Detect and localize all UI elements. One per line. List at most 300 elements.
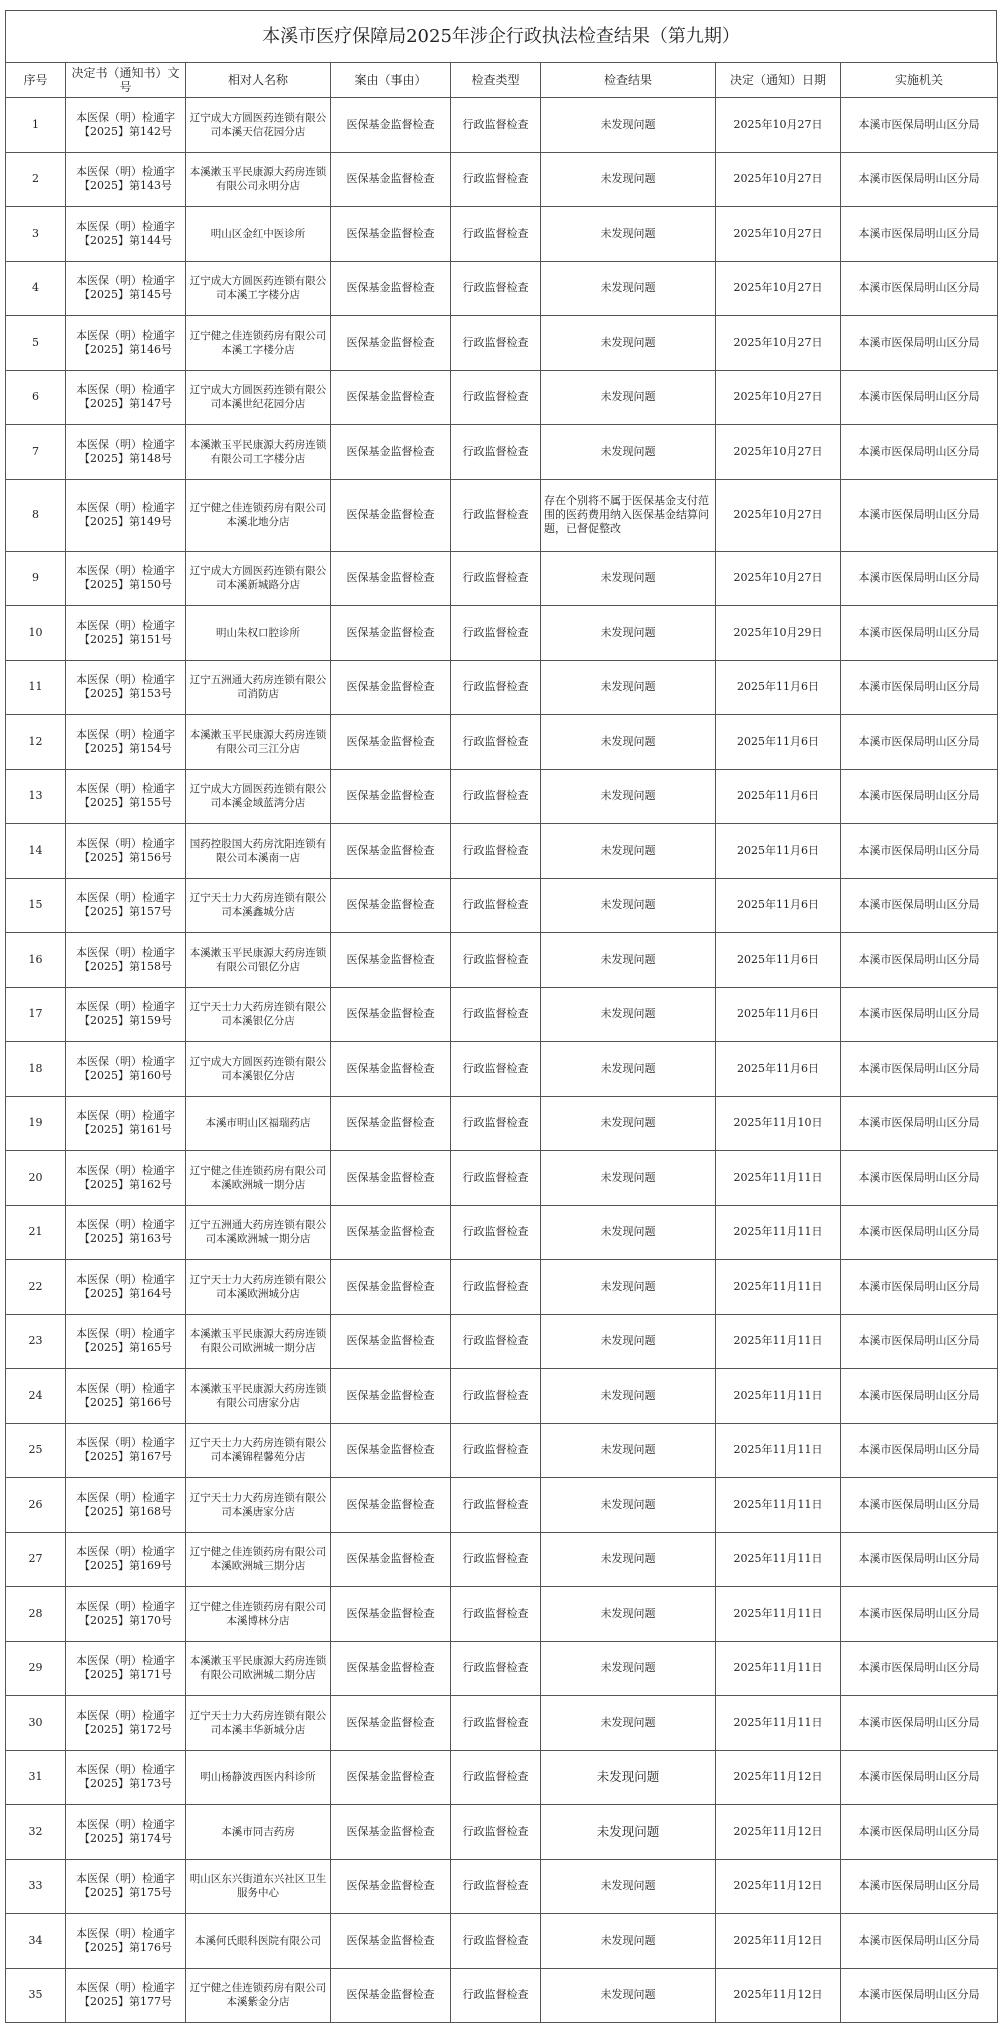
cell-agency: 本溪市医保局明山区分局	[841, 1096, 998, 1151]
cell-cause: 医保基金监督检查	[331, 1859, 451, 1914]
table-row	[6, 878, 998, 933]
cell-document-number: 本医保（明）检通字【2025】第157号	[66, 878, 186, 933]
table-row	[6, 1750, 998, 1805]
cell-inspection-result: 未发现问题	[541, 425, 716, 480]
cell-cause: 医保基金监督检查	[331, 1696, 451, 1751]
cell-cause: 医保基金监督检查	[331, 1423, 451, 1478]
table-row	[6, 370, 998, 425]
header-cause: 案由（事由）	[331, 63, 451, 98]
cell-agency: 本溪市医保局明山区分局	[841, 606, 998, 661]
cell-inspection-type: 行政监督检查	[451, 1205, 541, 1260]
cell-document-number: 本医保（明）检通字【2025】第144号	[66, 207, 186, 262]
cell-agency: 本溪市医保局明山区分局	[841, 1314, 998, 1369]
table-row	[6, 1968, 998, 2023]
cell-document-number: 本医保（明）检通字【2025】第150号	[66, 551, 186, 606]
cell-document-number: 本医保（明）检通字【2025】第175号	[66, 1859, 186, 1914]
cell-cause: 医保基金监督检查	[331, 152, 451, 207]
cell-agency: 本溪市医保局明山区分局	[841, 479, 998, 551]
cell-decision-date: 2025年10月29日	[716, 606, 841, 661]
cell-decision-date: 2025年11月11日	[716, 1478, 841, 1533]
cell-party-name: 辽宁成大方圆医药连锁有限公司本溪银亿分店	[186, 1042, 331, 1097]
cell-inspection-type: 行政监督检查	[451, 425, 541, 480]
cell-index: 4	[6, 261, 66, 316]
cell-party-name: 本溪何氏眼科医院有限公司	[186, 1914, 331, 1969]
cell-inspection-type: 行政监督检查	[451, 1914, 541, 1969]
cell-inspection-type: 行政监督检查	[451, 933, 541, 988]
cell-party-name: 明山区金红中医诊所	[186, 207, 331, 262]
cell-inspection-type: 行政监督检查	[451, 152, 541, 207]
cell-party-name: 辽宁天士力大药房连锁有限公司本溪唐家分店	[186, 1478, 331, 1533]
cell-inspection-type: 行政监督检查	[451, 1260, 541, 1315]
cell-party-name: 本溪漱玉平民康源大药房连锁有限公司工字楼分店	[186, 425, 331, 480]
cell-party-name: 辽宁健之佳连锁药房有限公司本溪工字楼分店	[186, 316, 331, 371]
cell-inspection-type: 行政监督检查	[451, 1096, 541, 1151]
cell-party-name: 辽宁健之佳连锁药房有限公司本溪欧洲城一期分店	[186, 1151, 331, 1206]
cell-party-name: 辽宁成大方圆医药连锁有限公司本溪天信花园分店	[186, 98, 331, 153]
cell-inspection-result: 未发现问题	[541, 1314, 716, 1369]
cell-cause: 医保基金监督检查	[331, 479, 451, 551]
cell-cause: 医保基金监督检查	[331, 370, 451, 425]
cell-document-number: 本医保（明）检通字【2025】第158号	[66, 933, 186, 988]
cell-inspection-result: 未发现问题	[541, 1859, 716, 1914]
cell-cause: 医保基金监督检查	[331, 1641, 451, 1696]
cell-inspection-result: 未发现问题	[541, 1205, 716, 1260]
table-body	[6, 98, 998, 2023]
cell-index: 31	[6, 1750, 66, 1805]
table-row	[6, 769, 998, 824]
cell-index: 23	[6, 1314, 66, 1369]
cell-index: 16	[6, 933, 66, 988]
cell-index: 19	[6, 1096, 66, 1151]
table-row	[6, 98, 998, 153]
table-row	[6, 1478, 998, 1533]
header-agency: 实施机关	[841, 63, 998, 98]
cell-document-number: 本医保（明）检通字【2025】第153号	[66, 660, 186, 715]
cell-agency: 本溪市医保局明山区分局	[841, 933, 998, 988]
cell-index: 25	[6, 1423, 66, 1478]
cell-inspection-result: 未发现问题	[541, 1641, 716, 1696]
cell-cause: 医保基金监督检查	[331, 987, 451, 1042]
cell-index: 27	[6, 1532, 66, 1587]
cell-decision-date: 2025年10月27日	[716, 261, 841, 316]
cell-cause: 医保基金监督检查	[331, 1369, 451, 1424]
cell-index: 9	[6, 551, 66, 606]
cell-agency: 本溪市医保局明山区分局	[841, 207, 998, 262]
cell-document-number: 本医保（明）检通字【2025】第171号	[66, 1641, 186, 1696]
cell-inspection-type: 行政监督检查	[451, 1478, 541, 1533]
cell-decision-date: 2025年10月27日	[716, 425, 841, 480]
cell-party-name: 明山朱权口腔诊所	[186, 606, 331, 661]
table-row	[6, 551, 998, 606]
cell-inspection-type: 行政监督检查	[451, 660, 541, 715]
cell-inspection-type: 行政监督检查	[451, 1859, 541, 1914]
header-inspection-result: 检查结果	[541, 63, 716, 98]
cell-document-number: 本医保（明）检通字【2025】第155号	[66, 769, 186, 824]
table-row	[6, 479, 998, 551]
table-row	[6, 1805, 998, 1860]
table-row	[6, 606, 998, 661]
cell-inspection-result: 未发现问题	[541, 1423, 716, 1478]
cell-index: 29	[6, 1641, 66, 1696]
cell-agency: 本溪市医保局明山区分局	[841, 1369, 998, 1424]
cell-index: 2	[6, 152, 66, 207]
cell-cause: 医保基金监督检查	[331, 1914, 451, 1969]
table-row	[6, 1205, 998, 1260]
cell-agency: 本溪市医保局明山区分局	[841, 98, 998, 153]
cell-party-name: 国药控股国大药房沈阳连锁有限公司本溪南一店	[186, 824, 331, 879]
table-row	[6, 1859, 998, 1914]
cell-decision-date: 2025年11月11日	[716, 1641, 841, 1696]
cell-index: 32	[6, 1805, 66, 1860]
cell-index: 35	[6, 1968, 66, 2023]
cell-agency: 本溪市医保局明山区分局	[841, 1205, 998, 1260]
cell-inspection-result: 未发现问题	[541, 1042, 716, 1097]
cell-party-name: 本溪市明山区福瑞药店	[186, 1096, 331, 1151]
header-inspection-type: 检查类型	[451, 63, 541, 98]
cell-agency: 本溪市医保局明山区分局	[841, 1587, 998, 1642]
cell-cause: 医保基金监督检查	[331, 1042, 451, 1097]
cell-party-name: 辽宁健之佳连锁药房有限公司本溪紫金分店	[186, 1968, 331, 2023]
cell-inspection-type: 行政监督检查	[451, 479, 541, 551]
cell-inspection-type: 行政监督检查	[451, 207, 541, 262]
cell-inspection-type: 行政监督检查	[451, 261, 541, 316]
cell-agency: 本溪市医保局明山区分局	[841, 152, 998, 207]
cell-inspection-result: 未发现问题	[541, 1968, 716, 2023]
cell-index: 11	[6, 660, 66, 715]
cell-agency: 本溪市医保局明山区分局	[841, 1151, 998, 1206]
cell-document-number: 本医保（明）检通字【2025】第176号	[66, 1914, 186, 1969]
cell-party-name: 本溪漱玉平民康源大药房连锁有限公司欧洲城一期分店	[186, 1314, 331, 1369]
cell-party-name: 辽宁五洲通大药房连锁有限公司消防店	[186, 660, 331, 715]
cell-inspection-result: 未发现问题	[541, 1532, 716, 1587]
cell-document-number: 本医保（明）检通字【2025】第146号	[66, 316, 186, 371]
cell-agency: 本溪市医保局明山区分局	[841, 878, 998, 933]
cell-inspection-result: 未发现问题	[541, 878, 716, 933]
cell-cause: 医保基金监督检查	[331, 98, 451, 153]
cell-document-number: 本医保（明）检通字【2025】第168号	[66, 1478, 186, 1533]
cell-cause: 医保基金监督检查	[331, 207, 451, 262]
cell-decision-date: 2025年10月27日	[716, 479, 841, 551]
cell-agency: 本溪市医保局明山区分局	[841, 425, 998, 480]
table-row	[6, 1532, 998, 1587]
cell-decision-date: 2025年10月27日	[716, 152, 841, 207]
cell-inspection-type: 行政监督检查	[451, 1805, 541, 1860]
cell-cause: 医保基金监督检查	[331, 824, 451, 879]
cell-agency: 本溪市医保局明山区分局	[841, 1805, 998, 1860]
cell-party-name: 本溪漱玉平民康源大药房连锁有限公司三江分店	[186, 715, 331, 770]
table-row	[6, 316, 998, 371]
cell-index: 28	[6, 1587, 66, 1642]
cell-document-number: 本医保（明）检通字【2025】第170号	[66, 1587, 186, 1642]
cell-document-number: 本医保（明）检通字【2025】第177号	[66, 1968, 186, 2023]
table-row	[6, 152, 998, 207]
cell-inspection-type: 行政监督检查	[451, 824, 541, 879]
cell-index: 22	[6, 1260, 66, 1315]
table-row	[6, 824, 998, 879]
cell-cause: 医保基金监督检查	[331, 1805, 451, 1860]
cell-decision-date: 2025年11月6日	[716, 933, 841, 988]
cell-inspection-type: 行政监督检查	[451, 98, 541, 153]
cell-document-number: 本医保（明）检通字【2025】第154号	[66, 715, 186, 770]
cell-index: 6	[6, 370, 66, 425]
cell-inspection-result: 未发现问题	[541, 152, 716, 207]
cell-index: 7	[6, 425, 66, 480]
cell-index: 12	[6, 715, 66, 770]
cell-party-name: 辽宁天士力大药房连锁有限公司本溪欧洲城分店	[186, 1260, 331, 1315]
cell-cause: 医保基金监督检查	[331, 261, 451, 316]
cell-cause: 医保基金监督检查	[331, 1478, 451, 1533]
table-row	[6, 987, 998, 1042]
cell-decision-date: 2025年11月11日	[716, 1151, 841, 1206]
cell-cause: 医保基金监督检查	[331, 1260, 451, 1315]
cell-decision-date: 2025年11月12日	[716, 1968, 841, 2023]
cell-cause: 医保基金监督检查	[331, 425, 451, 480]
cell-document-number: 本医保（明）检通字【2025】第143号	[66, 152, 186, 207]
cell-document-number: 本医保（明）检通字【2025】第167号	[66, 1423, 186, 1478]
cell-party-name: 辽宁健之佳连锁药房有限公司本溪博林分店	[186, 1587, 331, 1642]
cell-agency: 本溪市医保局明山区分局	[841, 769, 998, 824]
table-row	[6, 1314, 998, 1369]
cell-cause: 医保基金监督检查	[331, 551, 451, 606]
cell-inspection-result: 存在个别将不属于医保基金支付范围的医药费用纳入医保基金结算问题，已督促整改	[541, 479, 716, 551]
cell-cause: 医保基金监督检查	[331, 606, 451, 661]
table-row	[6, 1151, 998, 1206]
cell-inspection-type: 行政监督检查	[451, 606, 541, 661]
cell-inspection-result: 未发现问题	[541, 1369, 716, 1424]
cell-decision-date: 2025年10月27日	[716, 207, 841, 262]
cell-inspection-type: 行政监督检查	[451, 878, 541, 933]
cell-decision-date: 2025年10月27日	[716, 316, 841, 371]
cell-document-number: 本医保（明）检通字【2025】第148号	[66, 425, 186, 480]
cell-agency: 本溪市医保局明山区分局	[841, 1859, 998, 1914]
cell-decision-date: 2025年11月11日	[716, 1314, 841, 1369]
cell-inspection-type: 行政监督检查	[451, 370, 541, 425]
cell-decision-date: 2025年11月12日	[716, 1859, 841, 1914]
cell-party-name: 辽宁天士力大药房连锁有限公司本溪锦程馨苑分店	[186, 1423, 331, 1478]
cell-cause: 医保基金监督检查	[331, 878, 451, 933]
cell-decision-date: 2025年11月12日	[716, 1750, 841, 1805]
cell-decision-date: 2025年11月11日	[716, 1205, 841, 1260]
cell-index: 10	[6, 606, 66, 661]
cell-agency: 本溪市医保局明山区分局	[841, 1641, 998, 1696]
cell-inspection-result: 未发现问题	[541, 987, 716, 1042]
cell-inspection-type: 行政监督检查	[451, 1151, 541, 1206]
cell-decision-date: 2025年10月27日	[716, 98, 841, 153]
cell-party-name: 辽宁成大方圆医药连锁有限公司本溪工字楼分店	[186, 261, 331, 316]
table-row	[6, 1641, 998, 1696]
cell-inspection-result: 未发现问题	[541, 769, 716, 824]
cell-agency: 本溪市医保局明山区分局	[841, 551, 998, 606]
cell-inspection-result: 未发现问题	[541, 824, 716, 879]
cell-document-number: 本医保（明）检通字【2025】第166号	[66, 1369, 186, 1424]
cell-decision-date: 2025年11月6日	[716, 769, 841, 824]
cell-agency: 本溪市医保局明山区分局	[841, 370, 998, 425]
cell-index: 8	[6, 479, 66, 551]
cell-party-name: 辽宁健之佳连锁药房有限公司本溪北地分店	[186, 479, 331, 551]
cell-decision-date: 2025年11月11日	[716, 1587, 841, 1642]
cell-inspection-result: 未发现问题	[541, 1750, 716, 1805]
cell-party-name: 本溪市同吉药房	[186, 1805, 331, 1860]
cell-inspection-result: 未发现问题	[541, 1696, 716, 1751]
cell-index: 18	[6, 1042, 66, 1097]
inspection-results-table	[5, 62, 998, 2023]
cell-inspection-type: 行政监督检查	[451, 1042, 541, 1097]
cell-cause: 医保基金监督检查	[331, 769, 451, 824]
cell-decision-date: 2025年11月6日	[716, 660, 841, 715]
cell-document-number: 本医保（明）检通字【2025】第147号	[66, 370, 186, 425]
cell-inspection-type: 行政监督检查	[451, 1369, 541, 1424]
cell-agency: 本溪市医保局明山区分局	[841, 316, 998, 371]
cell-index: 34	[6, 1914, 66, 1969]
cell-index: 30	[6, 1696, 66, 1751]
cell-inspection-result: 未发现问题	[541, 98, 716, 153]
table-row	[6, 660, 998, 715]
table-row	[6, 1587, 998, 1642]
cell-decision-date: 2025年11月11日	[716, 1369, 841, 1424]
cell-document-number: 本医保（明）检通字【2025】第174号	[66, 1805, 186, 1860]
cell-inspection-type: 行政监督检查	[451, 1314, 541, 1369]
cell-cause: 医保基金监督检查	[331, 1096, 451, 1151]
cell-inspection-type: 行政监督检查	[451, 1587, 541, 1642]
cell-agency: 本溪市医保局明山区分局	[841, 1968, 998, 2023]
cell-inspection-type: 行政监督检查	[451, 551, 541, 606]
cell-document-number: 本医保（明）检通字【2025】第173号	[66, 1750, 186, 1805]
cell-party-name: 辽宁天士力大药房连锁有限公司本溪银亿分店	[186, 987, 331, 1042]
cell-cause: 医保基金监督检查	[331, 933, 451, 988]
cell-cause: 医保基金监督检查	[331, 1151, 451, 1206]
cell-party-name: 辽宁成大方圆医药连锁有限公司本溪新城路分店	[186, 551, 331, 606]
cell-party-name: 本溪漱玉平民康源大药房连锁有限公司唐家分店	[186, 1369, 331, 1424]
cell-decision-date: 2025年11月11日	[716, 1423, 841, 1478]
cell-inspection-result: 未发现问题	[541, 1151, 716, 1206]
cell-document-number: 本医保（明）检通字【2025】第165号	[66, 1314, 186, 1369]
cell-agency: 本溪市医保局明山区分局	[841, 715, 998, 770]
header-index: 序号	[6, 63, 66, 98]
table-row	[6, 1042, 998, 1097]
cell-cause: 医保基金监督检查	[331, 660, 451, 715]
cell-document-number: 本医保（明）检通字【2025】第161号	[66, 1096, 186, 1151]
cell-document-number: 本医保（明）检通字【2025】第151号	[66, 606, 186, 661]
table-row	[6, 425, 998, 480]
cell-index: 26	[6, 1478, 66, 1533]
cell-agency: 本溪市医保局明山区分局	[841, 1914, 998, 1969]
cell-document-number: 本医保（明）检通字【2025】第159号	[66, 987, 186, 1042]
cell-index: 5	[6, 316, 66, 371]
cell-decision-date: 2025年11月6日	[716, 824, 841, 879]
cell-party-name: 辽宁成大方圆医药连锁有限公司本溪金域蓝湾分店	[186, 769, 331, 824]
cell-party-name: 本溪漱玉平民康源大药房连锁有限公司永明分店	[186, 152, 331, 207]
cell-decision-date: 2025年11月6日	[716, 1042, 841, 1097]
cell-cause: 医保基金监督检查	[331, 1205, 451, 1260]
cell-document-number: 本医保（明）检通字【2025】第149号	[66, 479, 186, 551]
cell-party-name: 辽宁天士力大药房连锁有限公司本溪鑫城分店	[186, 878, 331, 933]
cell-inspection-type: 行政监督检查	[451, 316, 541, 371]
cell-inspection-result: 未发现问题	[541, 1096, 716, 1151]
cell-inspection-result: 未发现问题	[541, 1805, 716, 1860]
cell-inspection-result: 未发现问题	[541, 660, 716, 715]
cell-inspection-result: 未发现问题	[541, 1914, 716, 1969]
cell-document-number: 本医保（明）检通字【2025】第169号	[66, 1532, 186, 1587]
cell-cause: 医保基金监督检查	[331, 1532, 451, 1587]
cell-inspection-type: 行政监督检查	[451, 1641, 541, 1696]
cell-agency: 本溪市医保局明山区分局	[841, 987, 998, 1042]
cell-inspection-result: 未发现问题	[541, 261, 716, 316]
cell-agency: 本溪市医保局明山区分局	[841, 1696, 998, 1751]
cell-cause: 医保基金监督检查	[331, 715, 451, 770]
cell-agency: 本溪市医保局明山区分局	[841, 1260, 998, 1315]
cell-decision-date: 2025年11月11日	[716, 1696, 841, 1751]
cell-document-number: 本医保（明）检通字【2025】第142号	[66, 98, 186, 153]
cell-agency: 本溪市医保局明山区分局	[841, 1478, 998, 1533]
cell-decision-date: 2025年11月6日	[716, 878, 841, 933]
cell-inspection-result: 未发现问题	[541, 370, 716, 425]
cell-inspection-type: 行政监督检查	[451, 769, 541, 824]
cell-decision-date: 2025年11月12日	[716, 1805, 841, 1860]
cell-agency: 本溪市医保局明山区分局	[841, 660, 998, 715]
cell-party-name: 辽宁健之佳连锁药房有限公司本溪欧洲城三期分店	[186, 1532, 331, 1587]
cell-index: 15	[6, 878, 66, 933]
table-row	[6, 1423, 998, 1478]
table-row	[6, 1914, 998, 1969]
table-row	[6, 1369, 998, 1424]
cell-index: 20	[6, 1151, 66, 1206]
cell-index: 33	[6, 1859, 66, 1914]
cell-cause: 医保基金监督检查	[331, 316, 451, 371]
cell-inspection-type: 行政监督检查	[451, 1750, 541, 1805]
cell-inspection-result: 未发现问题	[541, 1260, 716, 1315]
cell-index: 14	[6, 824, 66, 879]
table-row	[6, 261, 998, 316]
cell-agency: 本溪市医保局明山区分局	[841, 1042, 998, 1097]
cell-decision-date: 2025年11月6日	[716, 715, 841, 770]
cell-document-number: 本医保（明）检通字【2025】第156号	[66, 824, 186, 879]
cell-party-name: 本溪漱玉平民康源大药房连锁有限公司银亿分店	[186, 933, 331, 988]
cell-agency: 本溪市医保局明山区分局	[841, 1423, 998, 1478]
cell-party-name: 辽宁五洲通大药房连锁有限公司本溪欧洲城一期分店	[186, 1205, 331, 1260]
table-row	[6, 1260, 998, 1315]
cell-agency: 本溪市医保局明山区分局	[841, 1750, 998, 1805]
cell-inspection-result: 未发现问题	[541, 551, 716, 606]
header-decision-date: 决定（通知）日期	[716, 63, 841, 98]
cell-decision-date: 2025年11月12日	[716, 1914, 841, 1969]
cell-inspection-type: 行政监督检查	[451, 715, 541, 770]
cell-agency: 本溪市医保局明山区分局	[841, 1532, 998, 1587]
cell-decision-date: 2025年11月11日	[716, 1532, 841, 1587]
table-header-row	[6, 63, 998, 98]
cell-index: 13	[6, 769, 66, 824]
cell-index: 17	[6, 987, 66, 1042]
cell-cause: 医保基金监督检查	[331, 1314, 451, 1369]
cell-decision-date: 2025年11月10日	[716, 1096, 841, 1151]
cell-agency: 本溪市医保局明山区分局	[841, 824, 998, 879]
cell-index: 3	[6, 207, 66, 262]
cell-document-number: 本医保（明）检通字【2025】第145号	[66, 261, 186, 316]
cell-index: 21	[6, 1205, 66, 1260]
header-document-number: 决定书（通知书）文号	[66, 63, 186, 98]
cell-party-name: 辽宁成大方圆医药连锁有限公司本溪世纪花园分店	[186, 370, 331, 425]
cell-inspection-result: 未发现问题	[541, 715, 716, 770]
cell-party-name: 明山区东兴街道东兴社区卫生服务中心	[186, 1859, 331, 1914]
table-row	[6, 715, 998, 770]
cell-inspection-type: 行政监督检查	[451, 1696, 541, 1751]
cell-document-number: 本医保（明）检通字【2025】第163号	[66, 1205, 186, 1260]
cell-inspection-result: 未发现问题	[541, 933, 716, 988]
cell-cause: 医保基金监督检查	[331, 1750, 451, 1805]
cell-party-name: 辽宁天士力大药房连锁有限公司本溪丰华新城分店	[186, 1696, 331, 1751]
cell-inspection-result: 未发现问题	[541, 1587, 716, 1642]
cell-inspection-result: 未发现问题	[541, 606, 716, 661]
table-row	[6, 1696, 998, 1751]
